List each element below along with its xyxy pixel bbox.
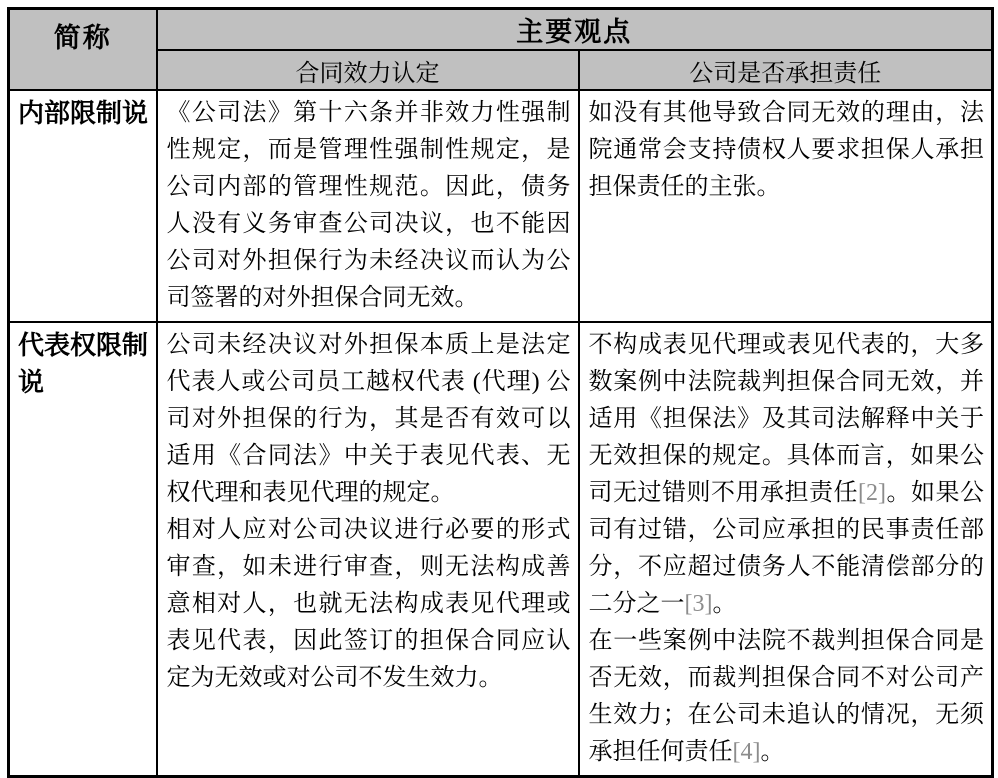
row1-abbreviation-label: 内部限制说: [9, 90, 157, 322]
row2-abbreviation-label: 代表权限制说: [9, 322, 157, 777]
row2-validity-paragraph-1: 公司未经决议对外担保本质上是法定代表人或公司员工越权代表 (代理) 公司对外担保的行为，其是否有效可以适用《合同法》中关于表见代表、无权代理和表见代理的规定。: [166, 332, 571, 506]
row2-validity-cell: [157, 322, 579, 777]
row1-validity-paragraph: 《公司法》第十六条并非效力性强制性规定，而是管理性强制性规定，是公司内部的管理性规范。因此，债务人没有义务审查公司决议，也不能因公司对外担保行为未经决议而认为公司签署的对外担保合同无效。: [166, 100, 571, 311]
footnote-ref-2: [2]: [858, 480, 886, 506]
footnote-ref-3: [3]: [684, 591, 713, 617]
row1-validity-cell: [157, 90, 579, 322]
row2-liability-p2-text-1: 在一些案例中法院不裁判担保合同是否无效，而裁判担保合同不对公司产生效力；在公司未追认的情况，无须承担任何责任: [588, 628, 984, 765]
table-row-internal-restriction: [9, 90, 993, 322]
header-cell-abbreviation: 简称: [9, 9, 157, 91]
row2-liability-p2-text-2: 。: [760, 739, 785, 765]
table-header-row-2: [9, 50, 993, 90]
table-header-row-1: [9, 9, 993, 51]
row2-liability-p1-text-2: 。如果公司有过错，公司应承担的民事责任部分，不应超过债务人不能清偿部分的二分之一: [588, 480, 985, 617]
row1-liability-cell: [579, 90, 993, 322]
row2-liability-p1-text-1: 不构成表见代理或表见代表的，大多数案例中法院裁判担保合同无效，并适用《担保法》及其司法解释中关于无效担保的规定。具体而言，如果公司无过错则不用承担责任: [588, 332, 984, 506]
row2-liability-p1-text-3: 。: [712, 591, 737, 617]
footnote-ref-4: [4]: [732, 739, 761, 765]
opinions-table: [7, 7, 994, 778]
row1-liability-paragraph: 如没有其他导致合同无效的理由，法院通常会支持债权人要求担保人承担担保责任的主张。: [588, 100, 984, 200]
header-cell-company-liability: 公司是否承担责任: [579, 50, 993, 90]
header-cell-main-view: 主要观点: [157, 9, 993, 51]
row2-liability-paragraph-1: [589, 327, 985, 623]
header-cell-contract-validity: 合同效力认定: [157, 50, 579, 90]
row2-liability-paragraph-2: [589, 623, 985, 771]
row2-validity-paragraph-2: 相对人应对公司决议进行必要的形式审查，如未进行审查，则无法构成善意相对人，也就无法构成表见代理或表见代表，因此签订的担保合同应认定为无效或对公司不发生效力。: [166, 517, 571, 691]
row2-liability-cell: [579, 322, 993, 777]
table-row-representation-restriction: [9, 322, 993, 777]
